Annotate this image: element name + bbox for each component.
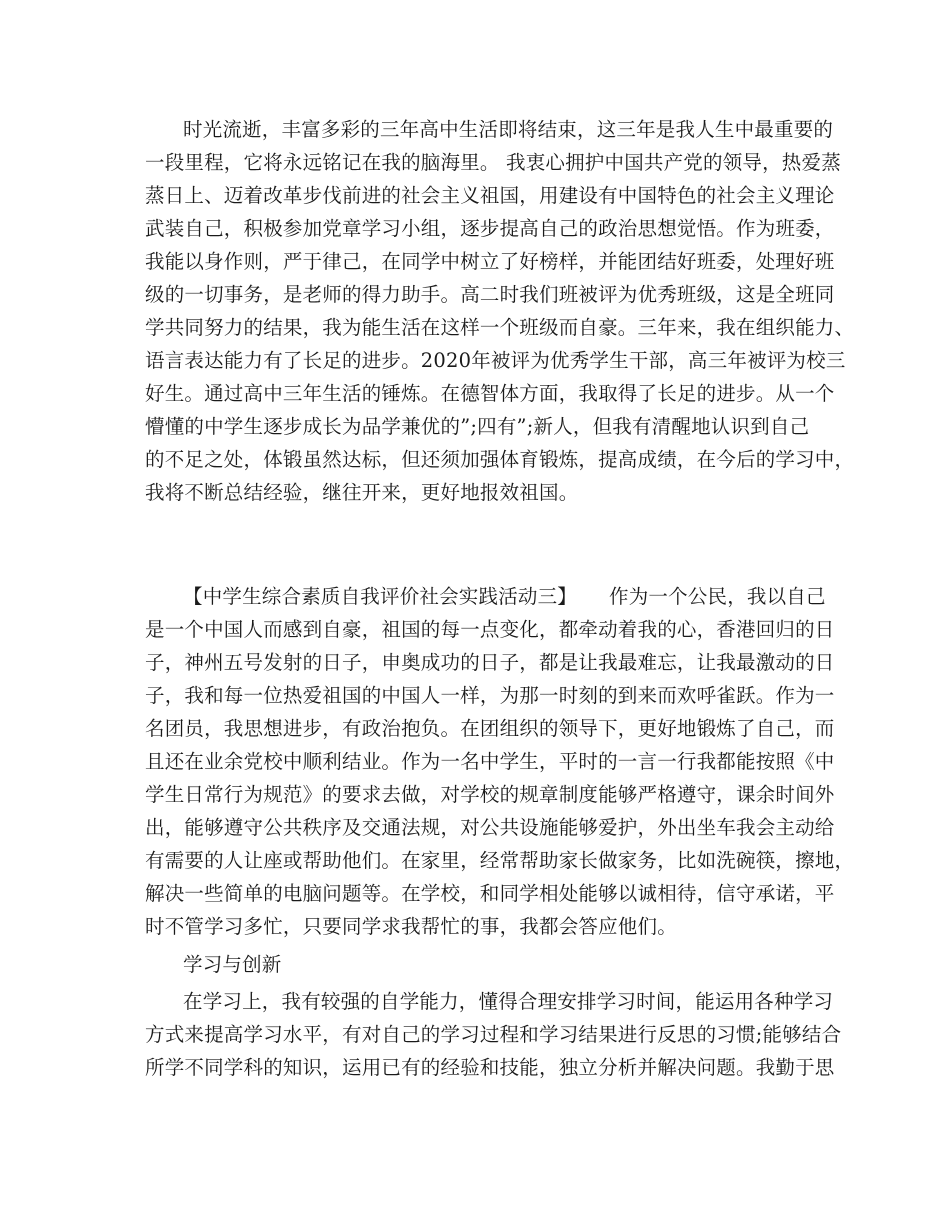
paragraph-line: 且还在业余党校中顺利结业。作为一名中学生，平时的一言一行我都能按照《中 [145,750,835,773]
paragraph-line: 【中学生综合素质自我评价社会实践活动三】 作为一个公民，我以自己 [183,585,826,608]
paragraph-line: 的不足之处，体锻虽然达标，但还须加强体育锻炼，提高成绩，在今后的学习中， [145,448,855,471]
section-heading: 学习与创新 [183,953,282,976]
paragraph-line: 我能以身作则，严于律己，在同学中树立了好榜样，并能团结好班委，处理好班 [145,250,835,273]
paragraph-line: 子，我和每一位热爱祖国的中国人一样，为那一时刻的到来而欢呼雀跃。作为一 [145,684,835,707]
paragraph-line: 名团员，我思想进步，有政治抱负。在团组织的领导下，更好地锻炼了自己，而 [145,717,835,740]
paragraph-line: 语言表达能力有了长足的进步。2020年被评为优秀学生干部，高三年被评为校三 [145,349,846,372]
paragraph-line: 时不管学习多忙，只要同学求我帮忙的事，我都会答应他们。 [145,915,677,938]
paragraph-line: 方式来提高学习水平，有对自己的学习过程和学习结果进行反思的习惯;能够结合 [145,1023,842,1046]
paragraph-line: 好生。通过高中三年生活的锤炼。在德智体方面，我取得了长足的进步。从一个 [145,382,835,405]
paragraph-line: 是一个中国人而感到自豪，祖国的每一点变化，都牵动着我的心，香港回归的日 [145,618,835,641]
paragraph-line: 时光流逝，丰富多彩的三年高中生活即将结束，这三年是我人生中最重要的 [183,118,834,141]
paragraph-line: 蒸日上、迈着改革步伐前进的社会主义祖国，用建设有中国特色的社会主义理论 [145,184,835,207]
paragraph-line: 学共同努力的结果，我为能生活在这样一个班级而自豪。三年来，我在组织能力、 [145,316,855,339]
paragraph-line: 所学不同学科的知识，运用已有的经验和技能，独立分析并解决问题。我勤于思 [145,1056,835,1079]
paragraph-line: 学生日常行为规范》的要求去做，对学校的规章制度能够严格遵守，课余时间外 [145,783,835,806]
paragraph-line: 在学习上，我有较强的自学能力，懂得合理安排学习时间，能运用各种学习 [183,990,834,1013]
paragraph-line: 子，神州五号发射的日子，申奥成功的日子，都是让我最难忘，让我最激动的日 [145,651,835,674]
paragraph-line: 级的一切事务，是老师的得力助手。高二时我们班被评为优秀班级，这是全班同 [145,283,835,306]
paragraph-line: 解决一些简单的电脑问题等。在学校，和同学相处能够以诚相待，信守承诺，平 [145,882,835,905]
paragraph-line: 懵懂的中学生逐步成长为品学兼优的”;四有”;新人，但我有清醒地认识到自己 [145,415,810,438]
paragraph-line: 我将不断总结经验，继往开来，更好地报效祖国。 [145,481,579,504]
paragraph-line: 有需要的人让座或帮助他们。在家里，经常帮助家长做家务，比如洗碗筷，擦地， [145,849,855,872]
paragraph-line: 出，能够遵守公共秩序及交通法规，对公共设施能够爱护，外出坐车我会主动给 [145,816,835,839]
paragraph-line: 武装自己，积极参加党章学习小组，逐步提高自己的政治思想觉悟。作为班委， [145,217,835,240]
paragraph-line: 一段里程，它将永远铭记在我的脑海里。 我衷心拥护中国共产党的领导，热爱蒸 [145,151,841,174]
